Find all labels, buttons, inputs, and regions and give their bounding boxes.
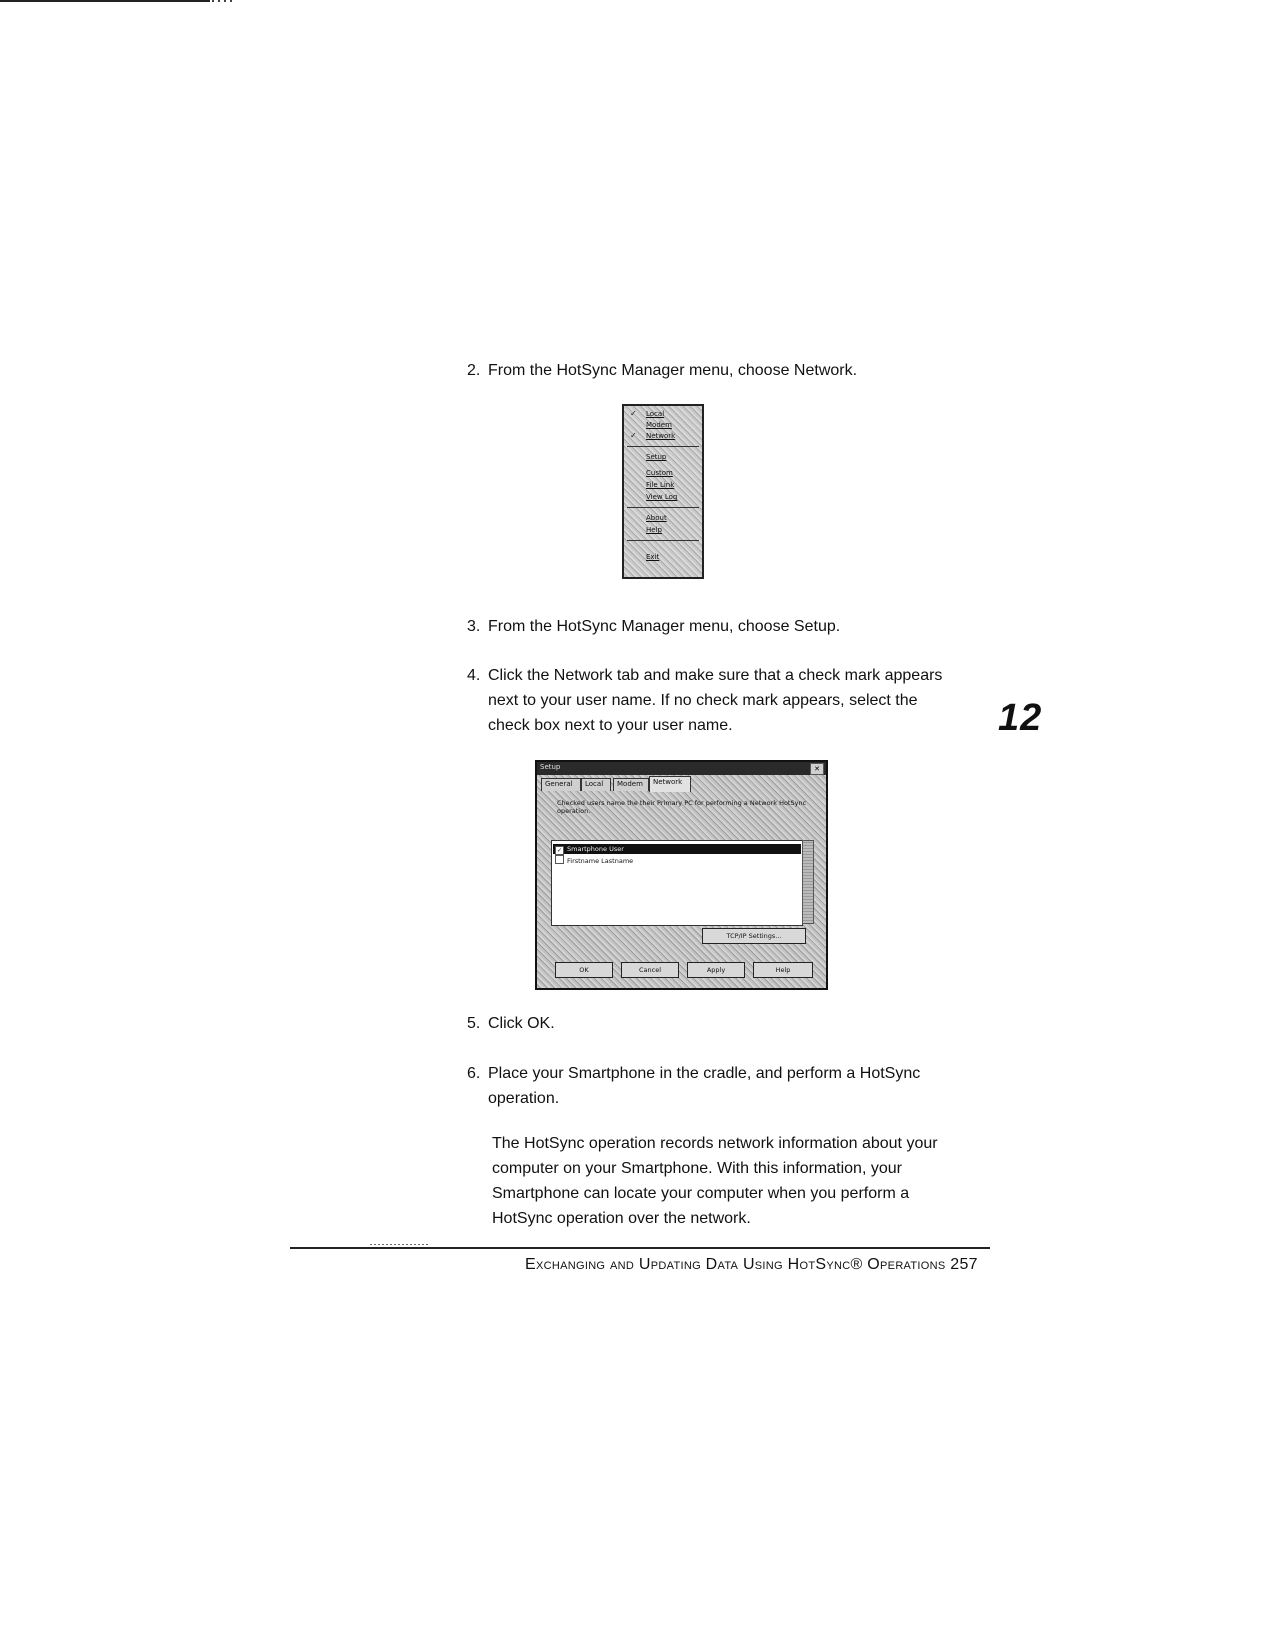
menu-item-custom[interactable] [628, 468, 698, 480]
hotsync-menu-screenshot [622, 404, 704, 579]
menu-item-label: Network [646, 432, 676, 440]
menu-item-label: Custom [646, 469, 673, 477]
step-number: 4. [467, 667, 481, 684]
step-2 [467, 358, 990, 383]
step-number: 5. [467, 1015, 481, 1032]
close-icon[interactable]: ✕ [810, 763, 824, 775]
step-text: From the HotSync Manager menu, choose Network. [488, 362, 858, 379]
step-number: 3. [467, 618, 481, 635]
menu-item-help[interactable] [628, 525, 698, 537]
checkbox-checked[interactable]: ✓ [556, 847, 563, 854]
step-text: Click the Network tab and make sure that a check mark appears next to your user name. If no check mark appears, select the check box next to your user name. [488, 667, 943, 734]
ok-button[interactable]: OK [555, 962, 613, 978]
scrollbar[interactable] [802, 840, 814, 924]
user-name: Firstname Lastname [567, 857, 634, 865]
step-number: 2. [467, 362, 481, 379]
menu-item-setup[interactable] [628, 452, 698, 464]
tcpip-settings-button[interactable]: TCP/IP Settings... [702, 928, 806, 944]
menu-item-label: About [646, 514, 667, 522]
step-text: Place your Smartphone in the cradle, and perform a HotSync operation. [488, 1065, 921, 1107]
menu-item-label: Modem [646, 421, 672, 429]
menu-separator [627, 540, 699, 541]
menu-separator [627, 446, 699, 447]
list-item[interactable] [553, 855, 801, 865]
user-list[interactable] [551, 840, 803, 926]
footer-rule-dots [370, 1244, 430, 1245]
running-footer [525, 1256, 978, 1274]
menu-item-label: Exit [646, 553, 660, 561]
chapter-number: 12 [998, 697, 1043, 739]
menu-item-label: View Log [646, 493, 678, 501]
menu-item-label: Local [646, 410, 665, 418]
menu-item-network[interactable] [628, 431, 698, 443]
tab-modem[interactable]: Modem [613, 778, 649, 791]
checkbox-unchecked[interactable] [555, 855, 564, 864]
footer-rule [290, 1247, 990, 1249]
menu-item-about[interactable] [628, 513, 698, 525]
top-rule-dots [212, 0, 232, 2]
help-button[interactable]: Help [753, 962, 813, 978]
tab-general[interactable]: General [541, 778, 581, 791]
explanation-paragraph: The HotSync operation records network information about your computer on your Smartphone. With this information, your Smartphone can locate your computer when you perform a HotSync operation over the network. [492, 1135, 938, 1227]
dialog-instruction: Checked users name the their Primary PC for performing a Network HotSync operation. [557, 799, 807, 815]
step-5 [467, 1011, 990, 1036]
running-head: Exchanging and Updating Data Using HotSync® Operations [525, 1256, 946, 1273]
page-number: 257 [950, 1256, 978, 1273]
step-text: From the HotSync Manager menu, choose Setup. [488, 618, 841, 635]
tab-network[interactable]: Network [649, 776, 691, 792]
dialog-titlebar [537, 762, 826, 775]
tab-local[interactable]: Local [581, 778, 611, 791]
menu-separator [627, 507, 699, 508]
step-text: Click OK. [488, 1015, 555, 1032]
menu-item-label: Setup [646, 453, 667, 461]
list-item[interactable] [553, 844, 801, 854]
menu-item-label: File Link [646, 481, 675, 489]
user-name: Smartphone User [567, 845, 624, 853]
setup-dialog-screenshot [535, 760, 828, 990]
menu-item-view-log[interactable] [628, 492, 698, 504]
dialog-title: Setup [540, 763, 561, 771]
top-rule [0, 0, 210, 2]
check-icon: ✓ [630, 431, 637, 440]
step-number: 6. [467, 1065, 481, 1082]
cancel-button[interactable]: Cancel [621, 962, 679, 978]
menu-item-exit[interactable] [628, 552, 698, 564]
step-3 [467, 614, 990, 639]
check-icon: ✓ [630, 409, 637, 418]
menu-item-label: Help [646, 526, 662, 534]
apply-button[interactable]: Apply [687, 962, 745, 978]
menu-item-file-link[interactable] [628, 480, 698, 492]
step-4 [467, 663, 945, 738]
step-6 [467, 1061, 950, 1111]
